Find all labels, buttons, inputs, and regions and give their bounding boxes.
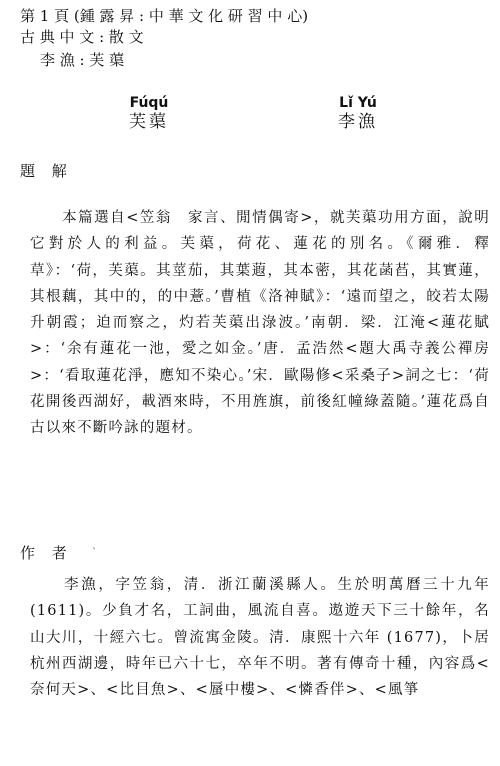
explanation-paragraph: 本篇選自<笠翁 家言、閒情偶寄>，就芙蕖功用方面，說明它對於人的利益。芙蕖，荷花、蓮花的別名。《爾雅．釋草》：‘荷，芙蕖。其莖茄，其葉蕸，其本蔤，其花菡萏，其實蓮，其根藕，其中的，的中薏。’曹植《洛神賦》：‘遠而望之，皎若太陽升朝霞；迫而察之，灼若芙蕖出淥波。’南朝．梁．江淹<蓮花賦>：‘余有蓮花一池，愛之如金。’唐．孟浩然<題大禹寺義公禪房>：‘看取蓮花淨，應知不染心。’宋．歐陽修<采桑子>詞之七：‘荷花開後西湖好，載酒來時，不用旌旗，前後紅幢綠蓋隨。’蓮花爲自古以來不斷吟詠的題材。	[30, 210, 490, 437]
section-heading-author: 作 者	[20, 544, 73, 562]
section-heading-explanation: 題 解	[20, 162, 73, 180]
title-hanzi: 芙蕖	[129, 112, 169, 132]
scan-speck: ˋ	[92, 548, 97, 559]
author-paragraph: 李漁，字笠翁，清．浙江蘭溪縣人。生於明萬曆三十九年 (1611)。少負才名，工詞曲，風流自喜。遨遊天下三十餘年，名山大川，十經六七。曾流寓金陵。清．康熙十六年 (1677)，卜居杭州西湖邊，時年已六十七，卒年不明。著有傳奇十種，內容爲<奈何天>、<比目魚>、<蜃中樓>、<憐香伴>、<風箏	[30, 577, 496, 699]
author-pinyin: Lǐ Yú	[339, 95, 377, 111]
lesson-title: 李 漁 : 芙 蕖	[40, 51, 125, 69]
course-title: 古 典 中 文 : 散 文	[20, 28, 144, 46]
author-name-block	[318, 95, 398, 133]
author-hanzi: 李漁	[338, 112, 378, 132]
title-pinyin: Fúqú	[129, 95, 169, 111]
page-header: 第 1 頁 (鍾 露 昇 : 中 華 文 化 研 習 中 心)	[20, 7, 309, 25]
title-name-block	[104, 95, 194, 133]
